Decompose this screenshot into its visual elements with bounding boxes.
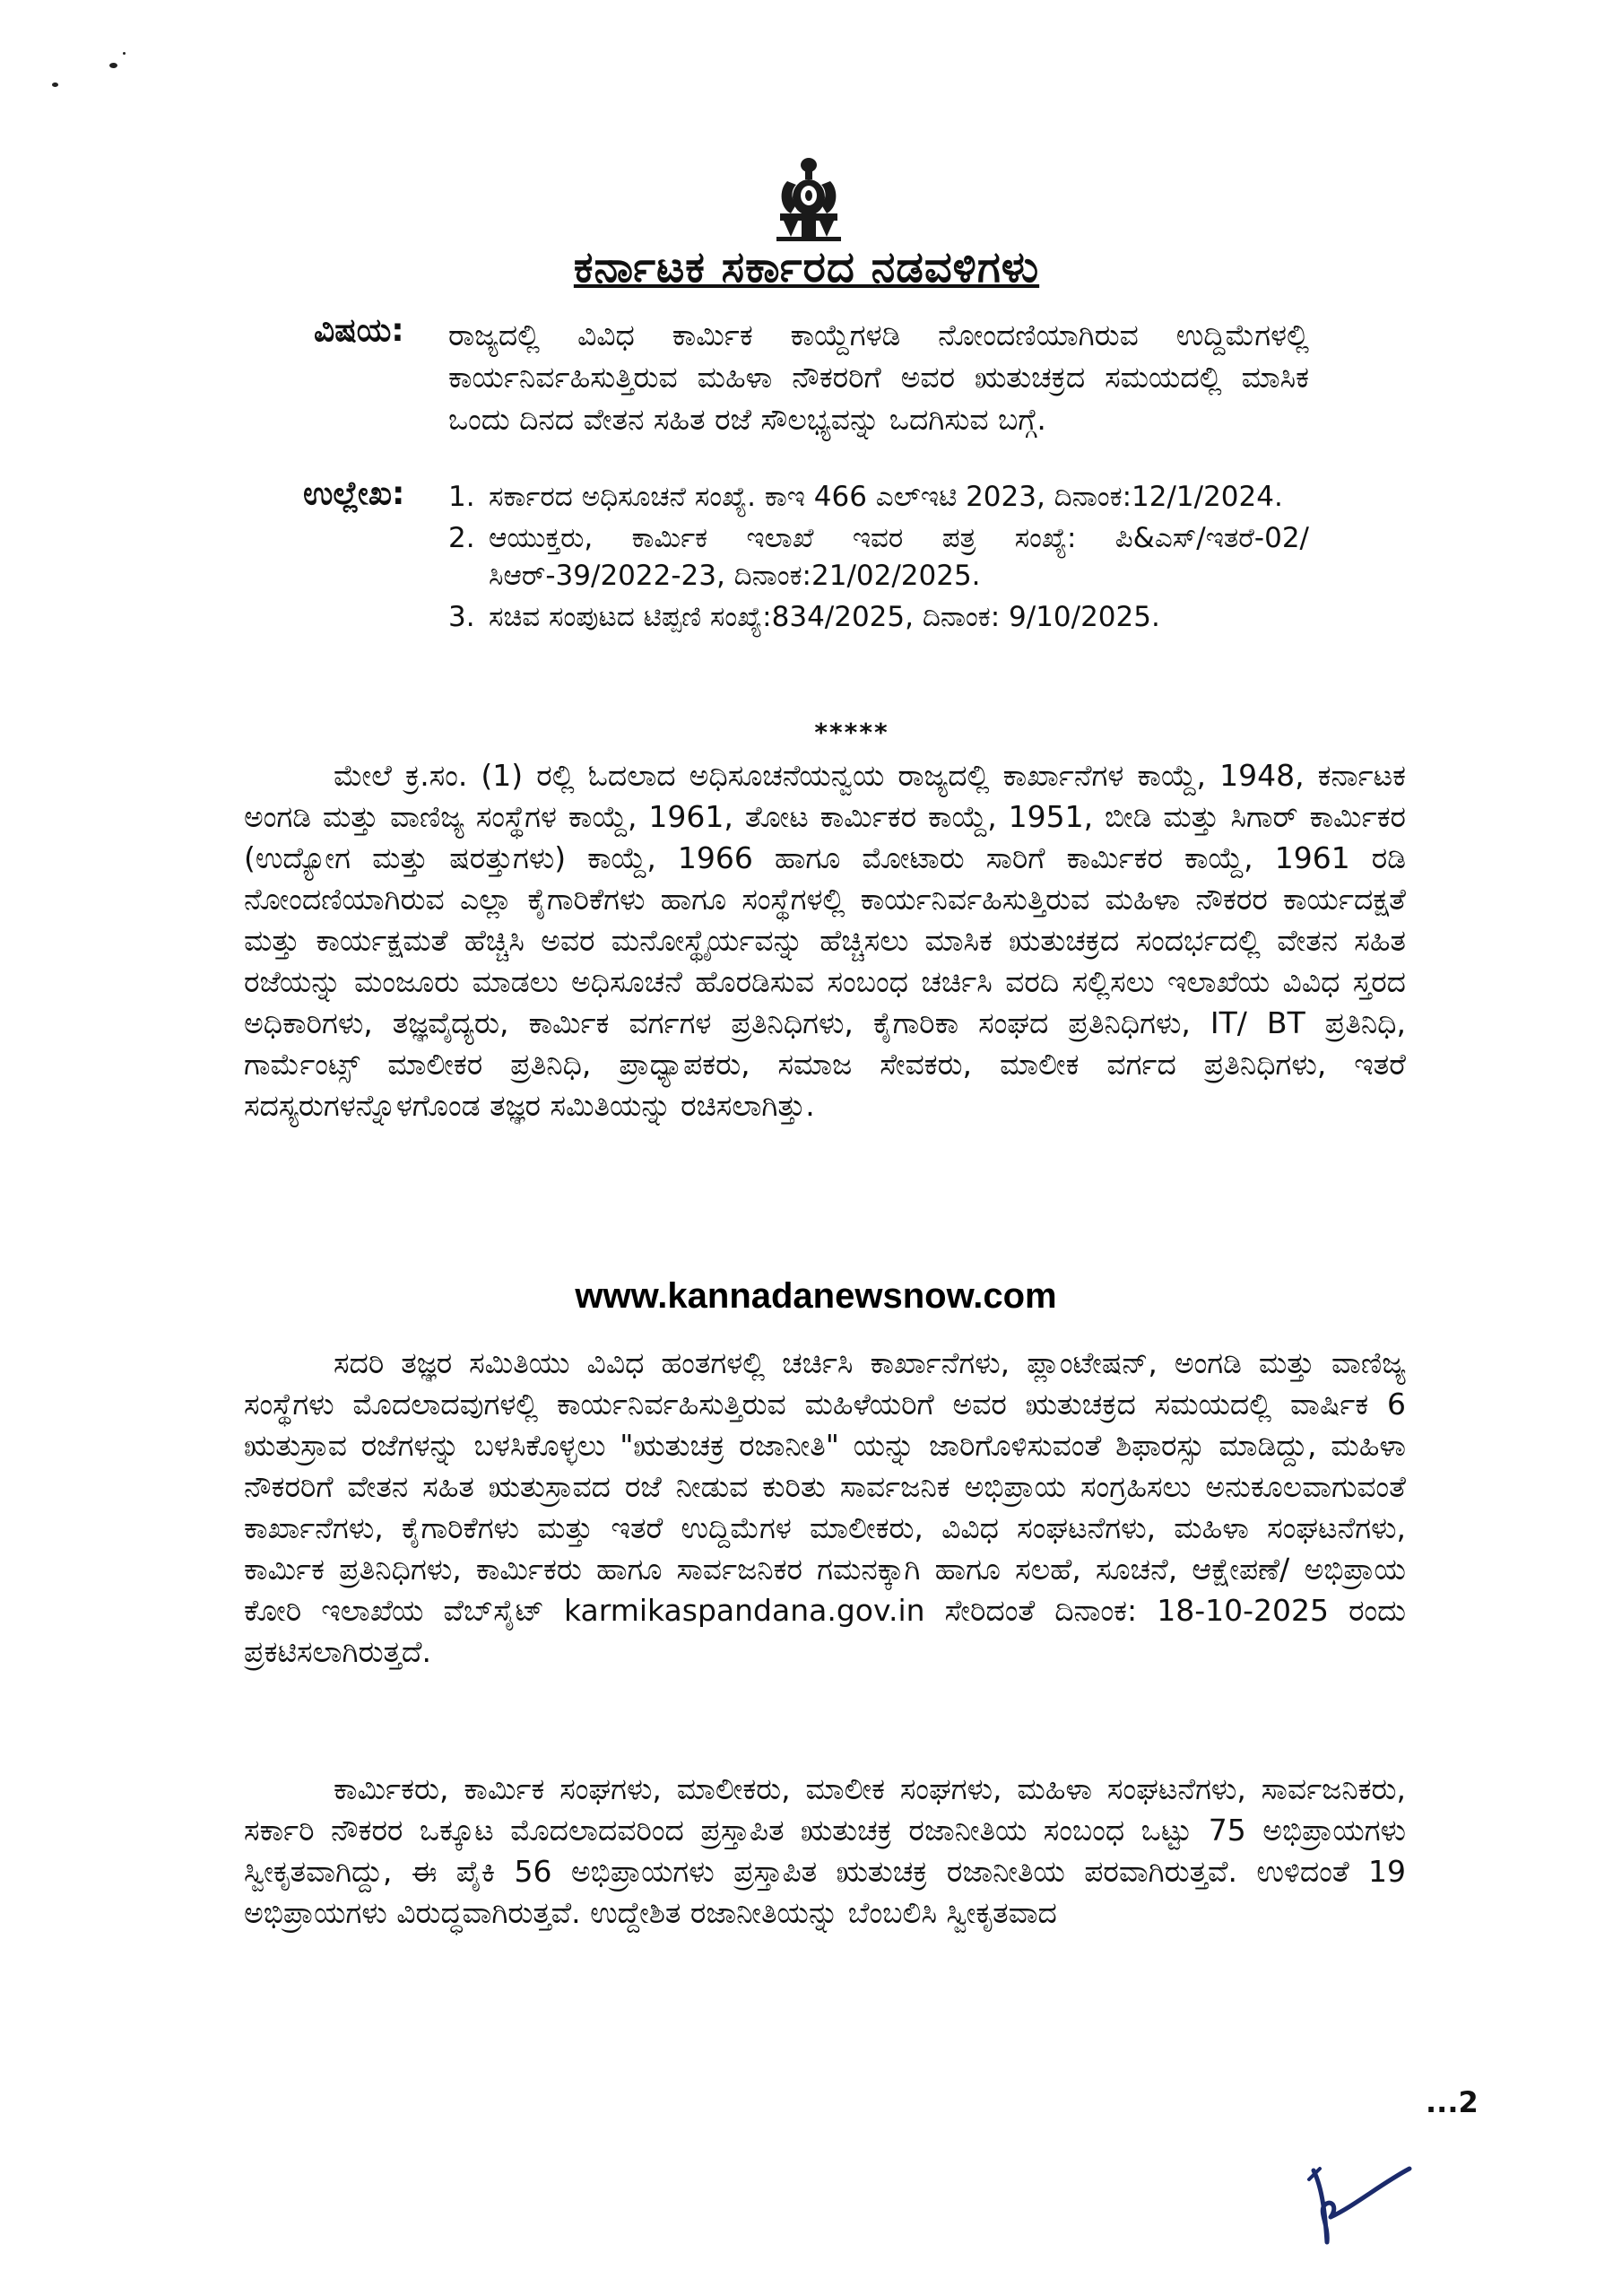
scan-artifact-dot xyxy=(123,52,126,55)
references-label: ಉಲ್ಲೇಖ: xyxy=(303,475,405,512)
body-paragraph-2: ಸದರಿ ತಜ್ಞರ ಸಮಿತಿಯು ವಿವಿಧ ಹಂತಗಳಲ್ಲಿ ಚರ್ಚಿಸಿ ಕಾರ್ಖಾನೆಗಳು, ಪ್ಲಾಂಟೇಷನ್, ಅಂಗಡಿ ಮತ್ತು ವಾಣಿಜ್ಯ ಸಂಸ್ಥೆಗಳು ಮೊದಲಾದವುಗಳಲ್ಲಿ ಕಾರ್ಯನಿರ್ವಹಿಸುತ್ತಿರುವ ಮಹಿಳೆಯರಿಗೆ ಅವರ ಋತುಚಕ್ರದ ಸಮಯದಲ್ಲಿ ವಾರ್ಷಿಕ 6 ಋತುಸ್ರಾವ ರಜೆಗಳನ್ನು ಬಳಸಿಕೊಳ್ಳಲು "ಋತುಚಕ್ರ ರಜಾನೀತಿ" ಯನ್ನು ಜಾರಿಗೊಳಿಸುವಂತೆ ಶಿಫಾರಸ್ಸು ಮಾಡಿದ್ದು, ಮಹಿಳಾ ನೌಕರರಿಗೆ ವೇತನ ಸಹಿತ ಋತುಸ್ರಾವದ ರಜೆ ನೀಡುವ ಕುರಿತು ಸಾರ್ವಜನಿಕ ಅಭಿಪ್ರಾಯ ಸಂಗ್ರಹಿಸಲು ಅನುಕೂಲವಾಗುವಂತೆ ಕಾರ್ಖಾನೆಗಳು, ಕೈಗಾರಿಕೆಗಳು ಮತ್ತು ಇತರೆ ಉದ್ದಿಮೆಗಳ ಮಾಲೀಕರು, ವಿವಿಧ ಸಂಘಟನೆಗಳು, ಮಹಿಳಾ ಸಂಘಟನೆಗಳು, ಕಾರ್ಮಿಕ ಪ್ರತಿನಿಧಿಗಳು, ಕಾರ್ಮಿಕರು ಹಾಗೂ ಸಾರ್ವಜನಿಕರ ಗಮನಕ್ಕಾಗಿ ಹಾಗೂ ಸಲಹೆ, ಸೂಚನೆ, ಆಕ್ಷೇಪಣೆ/ ಅಭಿಪ್ರಾಯ ಕೋರಿ ಇಲಾಖೆಯ ವೆಬ್‌ಸೈಟ್ karmikaspandana.gov.in ಸೇರಿದಂತೆ ದಿನಾಂಕ: 18-10-2025 ರಂದು ಪ್ರಕಟಿಸಲಾಗಿರುತ್ತದೆ. xyxy=(244,1345,1406,1669)
reference-number: 2. xyxy=(448,522,475,554)
reference-item xyxy=(448,519,1309,595)
karnataka-state-emblem-icon xyxy=(760,154,857,244)
reference-number: 3. xyxy=(448,601,475,633)
references-list xyxy=(448,478,1309,639)
reference-item xyxy=(448,478,1309,516)
website-watermark: www.kannadanewsnow.com xyxy=(575,1276,1057,1316)
body-paragraph-1: ಮೇಲೆ ಕ್ರ.ಸಂ. (1) ರಲ್ಲಿ ಓದಲಾದ ಅಧಿಸೂಚನೆಯನ್ವಯ ರಾಜ್ಯದಲ್ಲಿ ಕಾರ್ಖಾನೆಗಳ ಕಾಯ್ದೆ, 1948, ಕರ್ನಾಟಕ ಅಂಗಡಿ ಮತ್ತು ವಾಣಿಜ್ಯ ಸಂಸ್ಥೆಗಳ ಕಾಯ್ದೆ, 1961, ತೋಟ ಕಾರ್ಮಿಕರ ಕಾಯ್ದೆ, 1951, ಬೀಡಿ ಮತ್ತು ಸಿಗಾರ್ ಕಾರ್ಮಿಕರ (ಉದ್ಯೋಗ ಮತ್ತು ಷರತ್ತುಗಳು) ಕಾಯ್ದೆ, 1966 ಹಾಗೂ ಮೋಟಾರು ಸಾರಿಗೆ ಕಾರ್ಮಿಕರ ಕಾಯ್ದೆ, 1961 ರಡಿ ನೋಂದಣಿಯಾಗಿರುವ ಎಲ್ಲಾ ಕೈಗಾರಿಕೆಗಳು ಹಾಗೂ ಸಂಸ್ಥೆಗಳಲ್ಲಿ ಕಾರ್ಯನಿರ್ವಹಿಸುತ್ತಿರುವ ಮಹಿಳಾ ನೌಕರರ ಕಾರ್ಯದಕ್ಷತೆ ಮತ್ತು ಕಾರ್ಯಕ್ಷಮತೆ ಹೆಚ್ಚಿಸಿ ಅವರ ಮನೋಸ್ಥೈರ್ಯವನ್ನು ಹೆಚ್ಚಿಸಲು ಮಾಸಿಕ ಋತುಚಕ್ರದ ಸಂದರ್ಭದಲ್ಲಿ ವೇತನ ಸಹಿತ ರಜೆಯನ್ನು ಮಂಜೂರು ಮಾಡಲು ಅಧಿಸೂಚನೆ ಹೊರಡಿಸುವ ಸಂಬಂಧ ಚರ್ಚಿಸಿ ವರದಿ ಸಲ್ಲಿಸಲು ಇಲಾಖೆಯ ವಿವಿಧ ಸ್ತರದ ಅಧಿಕಾರಿಗಳು, ತಜ್ಞವೈದ್ಯರು, ಕಾರ್ಮಿಕ ವರ್ಗಗಳ ಪ್ರತಿನಿಧಿಗಳು, ಕೈಗಾರಿಕಾ ಸಂಘದ ಪ್ರತಿನಿಧಿಗಳು, IT/ BT ಪ್ರತಿನಿಧಿ, ಗಾರ್ಮೆಂಟ್ಸ್ ಮಾಲೀಕರ ಪ್ರತಿನಿಧಿ, ಪ್ರಾಧ್ಯಾಪಕರು, ಸಮಾಜ ಸೇವಕರು, ಮಾಲೀಕ ವರ್ಗದ ಪ್ರತಿನಿಧಿಗಳು, ಇತರೆ ಸದಸ್ಯರುಗಳನ್ನೊಳಗೊಂಡ ತಜ್ಞರ ಸಮಿತಿಯನ್ನು ರಚಿಸಲಾಗಿತ್ತು. xyxy=(244,758,1406,1123)
scan-artifact-dot xyxy=(109,63,117,68)
subject-text: ರಾಜ್ಯದಲ್ಲಿ ವಿವಿಧ ಕಾರ್ಮಿಕ ಕಾಯ್ದೆಗಳಡಿ ನೋಂದಣಿಯಾಗಿರುವ ಉದ್ದಿಮೆಗಳಲ್ಲಿ ಕಾರ್ಯನಿರ್ವಹಿಸುತ್ತಿರುವ ಮಹಿಳಾ ನೌಕರರಿಗೆ ಅವರ ಋತುಚಕ್ರದ ಸಮಯದಲ್ಲಿ ಮಾಸಿಕ ಒಂದು ದಿನದ ವೇತನ ಸಹಿತ ರಜೆ ಸೌಲಭ್ಯವನ್ನು ಒದಗಿಸುವ ಬಗ್ಗೆ. xyxy=(448,317,1309,437)
page-continuation-marker: ...2 xyxy=(1426,2085,1479,2119)
reference-text: ಸಚಿವ ಸಂಪುಟದ ಟಿಪ್ಪಣಿ ಸಂಖ್ಯೆ:834/2025, ದಿನಾಂಕ: 9/10/2025. xyxy=(489,601,1160,633)
scan-artifact-dot xyxy=(52,83,58,87)
reference-text: ಆಯುಕ್ತರು, ಕಾರ್ಮಿಕ ಇಲಾಖೆ ಇವರ ಪತ್ರ ಸಂಖ್ಯೆ: ಪಿ&ಎಸ್/ಇತರೆ-02/ಸಿಆರ್-39/2022-23, ದಿನಾಂಕ:21/02/2025. xyxy=(489,522,1309,592)
document-title: ಕರ್ನಾಟಕ ಸರ್ಕಾರದ ನಡವಳಿಗಳು xyxy=(573,242,1040,292)
body-paragraph-3: ಕಾರ್ಮಿಕರು, ಕಾರ್ಮಿಕ ಸಂಘಗಳು, ಮಾಲೀಕರು, ಮಾಲೀಕ ಸಂಘಗಳು, ಮಹಿಳಾ ಸಂಘಟನೆಗಳು, ಸಾರ್ವಜನಿಕರು, ಸರ್ಕಾರಿ ನೌಕರರ ಒಕ್ಕೂಟ ಮೊದಲಾದವರಿಂದ ಪ್ರಸ್ತಾಪಿತ ಋತುಚಕ್ರ ರಜಾನೀತಿಯ ಸಂಬಂಧ ಒಟ್ಟು 75 ಅಭಿಪ್ರಾಯಗಳು ಸ್ವೀಕೃತವಾಗಿದ್ದು, ಈ ಪೈಕಿ 56 ಅಭಿಪ್ರಾಯಗಳು ಪ್ರಸ್ತಾಪಿತ ಋತುಚಕ್ರ ರಜಾನೀತಿಯ ಪರವಾಗಿರುತ್ತವೆ. ಉಳಿದಂತೆ 19 ಅಭಿಪ್ರಾಯಗಳು ವಿರುದ್ಧವಾಗಿರುತ್ತವೆ. ಉದ್ದೇಶಿತ ರಜಾನೀತಿಯನ್ನು ಬೆಂಬಲಿಸಿ ಸ್ವೀಕೃತವಾದ xyxy=(244,1771,1406,1930)
section-separator: ***** xyxy=(814,718,889,747)
reference-number: 1. xyxy=(448,481,475,513)
reference-item xyxy=(448,598,1309,636)
reference-text: ಸರ್ಕಾರದ ಅಧಿಸೂಚನೆ ಸಂಖ್ಯೆ. ಕಾಇ 466 ಎಲ್‌ಇಟಿ 2023, ದಿನಾಂಕ:12/1/2024. xyxy=(489,481,1283,513)
subject-label: ವಿಷಯ: xyxy=(314,312,404,349)
signature-mark xyxy=(1300,2152,1417,2251)
